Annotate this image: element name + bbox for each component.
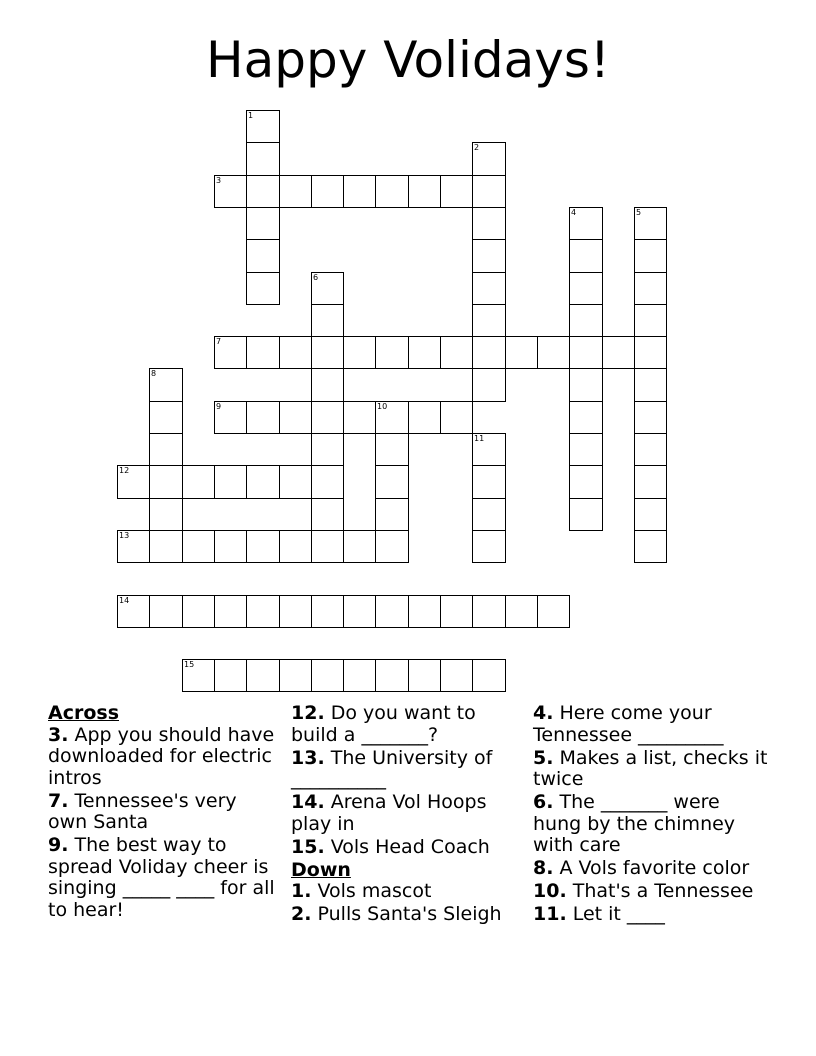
grid-cell[interactable]	[472, 465, 506, 499]
clue-number: 7	[216, 337, 222, 346]
grid-cell[interactable]	[343, 530, 376, 563]
clue-number: 15	[184, 660, 195, 669]
grid-cell[interactable]	[246, 659, 280, 692]
grid-cell[interactable]	[472, 595, 506, 628]
grid-cell[interactable]	[472, 142, 506, 176]
clue-number: 5	[636, 208, 642, 217]
clue-down-4: 4. Here come your Tennessee _________	[533, 702, 724, 746]
grid-cell[interactable]	[634, 304, 667, 337]
clue-down-6: 6. The _______ were hung by the chimney with care	[533, 791, 736, 856]
grid-cell[interactable]	[343, 595, 376, 628]
grid-cell[interactable]	[440, 595, 473, 628]
grid-cell[interactable]	[569, 272, 603, 305]
clue-down-11: 11. Let it ____	[533, 903, 665, 925]
clue-number: 1	[248, 111, 254, 120]
grid-cell[interactable]	[472, 272, 506, 305]
grid-cell[interactable]	[343, 401, 376, 434]
clue-number: 3	[216, 176, 222, 185]
grid-cell[interactable]	[214, 175, 247, 208]
grid-cell[interactable]	[569, 368, 603, 402]
grid-cell[interactable]	[569, 239, 603, 273]
clue-down-5: 5. Makes a list, checks it twice	[533, 746, 768, 790]
clue-across-7: 7. Tennessee's very own Santa	[48, 789, 237, 833]
grid-cell[interactable]	[375, 498, 409, 531]
grid-cell[interactable]	[375, 401, 409, 434]
grid-cell[interactable]	[311, 595, 344, 628]
grid-cell[interactable]	[505, 595, 538, 628]
grid-cell[interactable]	[182, 595, 215, 628]
clue-across-14: 14. Arena Vol Hoops play in	[291, 791, 487, 835]
grid-cell[interactable]	[472, 659, 506, 692]
grid-cell[interactable]	[311, 272, 344, 305]
grid-cell[interactable]	[214, 530, 247, 563]
grid-cell[interactable]	[440, 401, 473, 434]
grid-cell[interactable]	[246, 465, 280, 499]
grid-cell[interactable]	[149, 498, 183, 531]
grid-cell[interactable]	[182, 465, 215, 499]
clues-column-1	[48, 703, 280, 923]
grid-cell[interactable]	[375, 336, 409, 369]
grid-cell[interactable]	[375, 175, 409, 208]
grid-cell[interactable]	[279, 595, 312, 628]
grid-cell[interactable]	[149, 433, 183, 466]
grid-cell[interactable]	[472, 368, 506, 402]
grid-cell[interactable]	[311, 304, 344, 337]
clue-number: 11	[474, 434, 485, 443]
grid-cell[interactable]	[117, 530, 150, 563]
grid-cell[interactable]	[634, 272, 667, 305]
grid-cell[interactable]	[472, 498, 506, 531]
grid-cell[interactable]	[408, 175, 441, 208]
clue-across-15: 15. Vols Head Coach	[291, 835, 490, 858]
grid-cell[interactable]	[149, 465, 183, 499]
clue-down-1: 1. Vols mascot	[291, 880, 432, 902]
grid-cell[interactable]	[214, 336, 247, 369]
grid-cell[interactable]	[149, 368, 183, 402]
grid-cell[interactable]	[472, 207, 506, 240]
grid-cell[interactable]	[279, 336, 312, 369]
clue-number: 2	[474, 143, 480, 152]
grid-cell[interactable]	[472, 175, 506, 208]
grid-cell[interactable]	[311, 175, 344, 208]
grid-cell[interactable]	[472, 336, 506, 369]
grid-cell[interactable]	[117, 595, 150, 628]
grid-cell[interactable]	[537, 336, 570, 369]
grid-cell[interactable]	[569, 304, 603, 337]
clue-number: 4	[571, 208, 577, 217]
grid-cell[interactable]	[246, 336, 280, 369]
grid-cell[interactable]	[246, 239, 280, 273]
grid-cell[interactable]	[214, 401, 247, 434]
grid-cell[interactable]	[440, 336, 473, 369]
clue-across-12: 12. Do you want to build a _______?	[291, 702, 476, 746]
grid-cell[interactable]	[311, 659, 344, 692]
grid-cell[interactable]	[246, 401, 280, 434]
clue-down-10: 10. That's a Tennessee	[533, 880, 754, 902]
clue-down-2: 2. Pulls Santa's Sleigh	[291, 903, 502, 925]
grid-cell[interactable]	[214, 465, 247, 499]
grid-cell[interactable]	[311, 530, 344, 563]
grid-cell[interactable]	[246, 207, 280, 240]
grid-cell[interactable]	[569, 207, 603, 240]
grid-cell[interactable]	[117, 465, 150, 499]
grid-cell[interactable]	[311, 433, 344, 466]
clue-number: 13	[119, 531, 130, 540]
grid-cell[interactable]	[375, 595, 409, 628]
grid-cell[interactable]	[246, 272, 280, 305]
grid-cell[interactable]	[246, 142, 280, 176]
clue-number: 6	[313, 273, 319, 282]
grid-cell[interactable]	[375, 465, 409, 499]
clue-across-3: 3. App you should have downloaded for electric intros	[48, 723, 275, 789]
grid-cell[interactable]	[634, 530, 667, 563]
clue-number: 10	[377, 402, 388, 411]
grid-cell[interactable]	[311, 401, 344, 434]
grid-cell[interactable]	[634, 368, 667, 402]
grid-cell[interactable]	[634, 336, 667, 369]
grid-cell[interactable]	[343, 175, 376, 208]
grid-cell[interactable]	[634, 498, 667, 531]
grid-cell[interactable]	[311, 498, 344, 531]
grid-cell[interactable]	[472, 433, 506, 466]
grid-cell[interactable]	[246, 595, 280, 628]
grid-cell[interactable]	[472, 304, 506, 337]
grid-cell[interactable]	[279, 401, 312, 434]
grid-cell[interactable]	[537, 595, 570, 628]
grid-cell[interactable]	[375, 433, 409, 466]
grid-cell[interactable]	[149, 530, 183, 563]
grid-cell[interactable]	[634, 239, 667, 273]
grid-cell[interactable]	[634, 433, 667, 466]
grid-cell[interactable]	[440, 175, 473, 208]
grid-cell[interactable]	[279, 175, 312, 208]
grid-cell[interactable]	[343, 336, 376, 369]
grid-cell[interactable]	[214, 595, 247, 628]
clues-column-2	[291, 703, 509, 927]
grid-cell[interactable]	[569, 401, 603, 434]
clue-number: 14	[119, 596, 130, 605]
grid-cell[interactable]	[634, 465, 667, 499]
across-header: Across	[48, 702, 120, 724]
grid-cell[interactable]	[375, 530, 409, 563]
grid-cell[interactable]	[343, 659, 376, 692]
grid-cell[interactable]	[472, 530, 506, 563]
grid-cell[interactable]	[311, 465, 344, 499]
grid-cell[interactable]	[408, 401, 441, 434]
grid-cell[interactable]	[182, 659, 215, 692]
grid-cell[interactable]	[375, 659, 409, 692]
grid-cell[interactable]	[311, 368, 344, 402]
clue-number: 8	[151, 369, 157, 378]
grid-cell[interactable]	[634, 207, 667, 240]
grid-cell[interactable]	[408, 595, 441, 628]
clue-number: 12	[119, 466, 130, 475]
page-title: Happy Volidays!	[206, 31, 610, 89]
clues-column-3	[533, 703, 773, 927]
grid-cell[interactable]	[279, 659, 312, 692]
grid-cell[interactable]	[182, 530, 215, 563]
grid-cell[interactable]	[246, 530, 280, 563]
grid-cell[interactable]	[149, 595, 183, 628]
grid-cell[interactable]	[472, 239, 506, 273]
grid-cell[interactable]	[214, 659, 247, 692]
grid-cell[interactable]	[505, 336, 538, 369]
grid-cell[interactable]	[569, 498, 603, 531]
grid-cell[interactable]	[311, 336, 344, 369]
grid-cell[interactable]	[279, 530, 312, 563]
grid-cell[interactable]	[569, 433, 603, 466]
grid-cell[interactable]	[408, 659, 441, 692]
grid-cell[interactable]	[279, 465, 312, 499]
clue-across-9: 9. The best way to spread Voliday cheer is singing _____ ____ for all to hear!	[48, 834, 275, 921]
grid-cell[interactable]	[602, 336, 635, 369]
grid-cell[interactable]	[246, 110, 280, 143]
clue-number: 9	[216, 402, 222, 411]
clue-across-13: 13. The University of __________	[291, 746, 493, 790]
grid-cell[interactable]	[149, 401, 183, 434]
grid-cell[interactable]	[408, 336, 441, 369]
grid-cell[interactable]	[634, 401, 667, 434]
grid-cell[interactable]	[440, 659, 473, 692]
grid-cell[interactable]	[569, 336, 603, 369]
clue-down-8: 8. A Vols favorite color	[533, 857, 750, 879]
grid-cell[interactable]	[569, 465, 603, 499]
grid-cell[interactable]	[246, 175, 280, 208]
down-header: Down	[291, 858, 351, 881]
